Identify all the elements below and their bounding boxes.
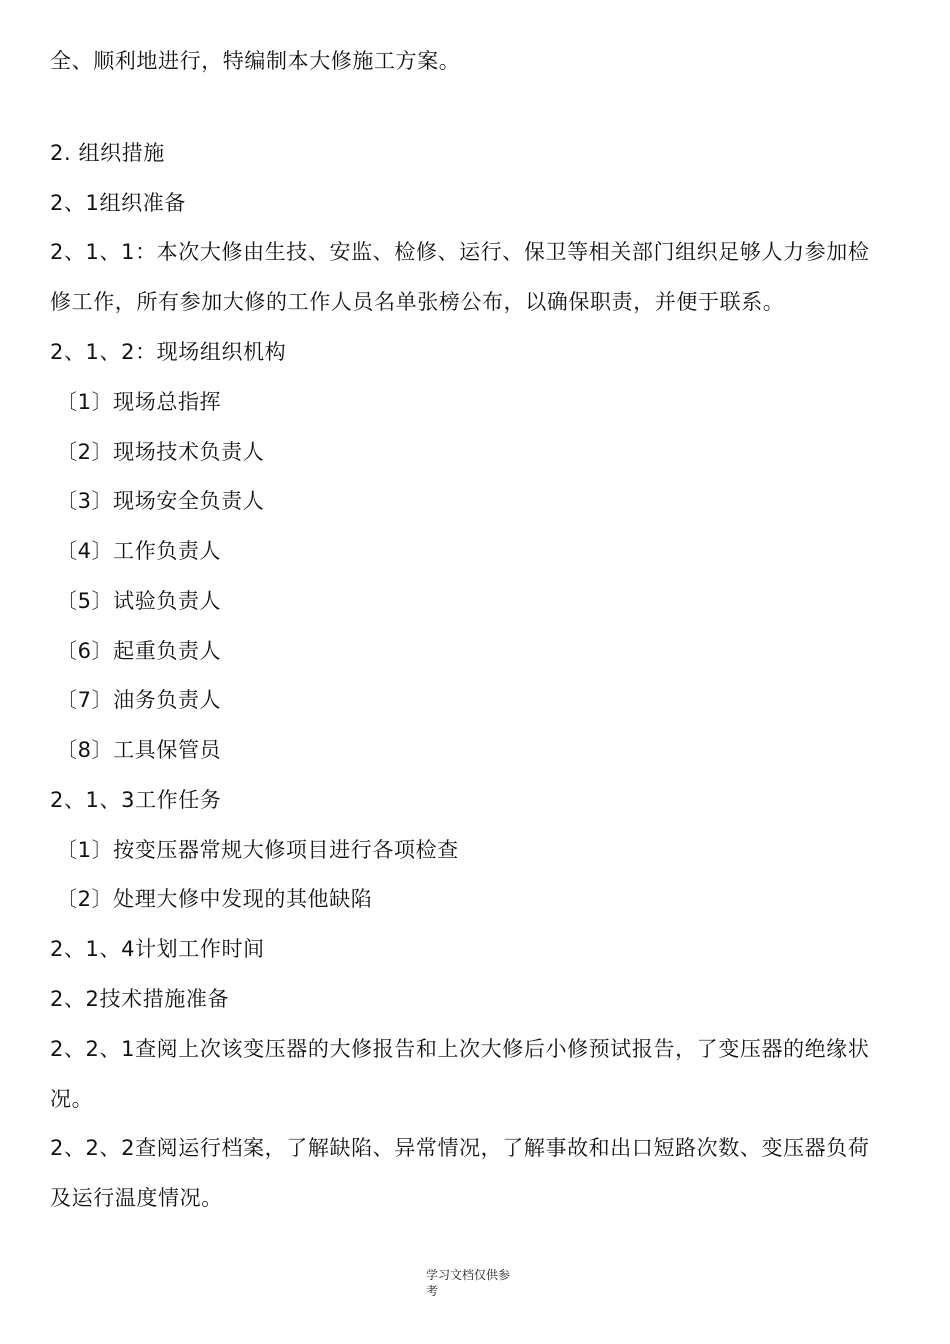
list-item: 〔1〕现场总指挥 — [56, 390, 222, 414]
paragraph-line: 全、顺利地进行，特编制本大修施工方案。 — [50, 49, 461, 73]
list-item: 〔4〕工作负责人 — [56, 539, 222, 563]
list-item: 〔6〕起重负责人 — [56, 639, 222, 663]
list-item: 〔3〕现场安全负责人 — [56, 489, 265, 513]
subsection-heading: 2、1、4计划工作时间 — [50, 937, 265, 961]
list-item: 〔5〕试验负责人 — [56, 589, 222, 613]
list-item: 〔2〕处理大修中发现的其他缺陷 — [56, 887, 373, 911]
subsection-heading: 2、1、2：现场组织机构 — [50, 340, 287, 364]
subsection-heading: 2、1组织准备 — [50, 191, 186, 215]
section-heading: 2. 组织措施 — [50, 141, 165, 165]
paragraph-line: 2、2、2查阅运行档案，了解缺陷、异常情况，了解事故和出口短路次数、变压器负荷 — [50, 1136, 870, 1160]
paragraph-line: 况。 — [50, 1087, 94, 1111]
paragraph-line: 2、2、1查阅上次该变压器的大修报告和上次大修后小修预试报告，了变压器的绝缘状 — [50, 1037, 870, 1061]
footer-line: 学习文档仅供参 — [426, 1268, 511, 1282]
subsection-heading: 2、1、3工作任务 — [50, 788, 222, 812]
list-item: 〔7〕油务负责人 — [56, 688, 222, 712]
list-item: 〔1〕按变压器常规大修项目进行各项检查 — [56, 838, 459, 862]
subsection-heading: 2、2技术措施准备 — [50, 987, 230, 1011]
list-item: 〔8〕工具保管员 — [56, 738, 222, 762]
paragraph-line: 2、1、1：本次大修由生技、安监、检修、运行、保卫等相关部门组织足够人力参加检 — [50, 240, 870, 264]
footer-line: 考 — [426, 1284, 439, 1298]
list-item: 〔2〕现场技术负责人 — [56, 440, 265, 464]
page-footer — [426, 1267, 546, 1299]
paragraph-line: 修工作，所有参加大修的工作人员名单张榜公布，以确保职责，并便于联系。 — [50, 290, 785, 314]
paragraph-line: 及运行温度情况。 — [50, 1186, 223, 1210]
